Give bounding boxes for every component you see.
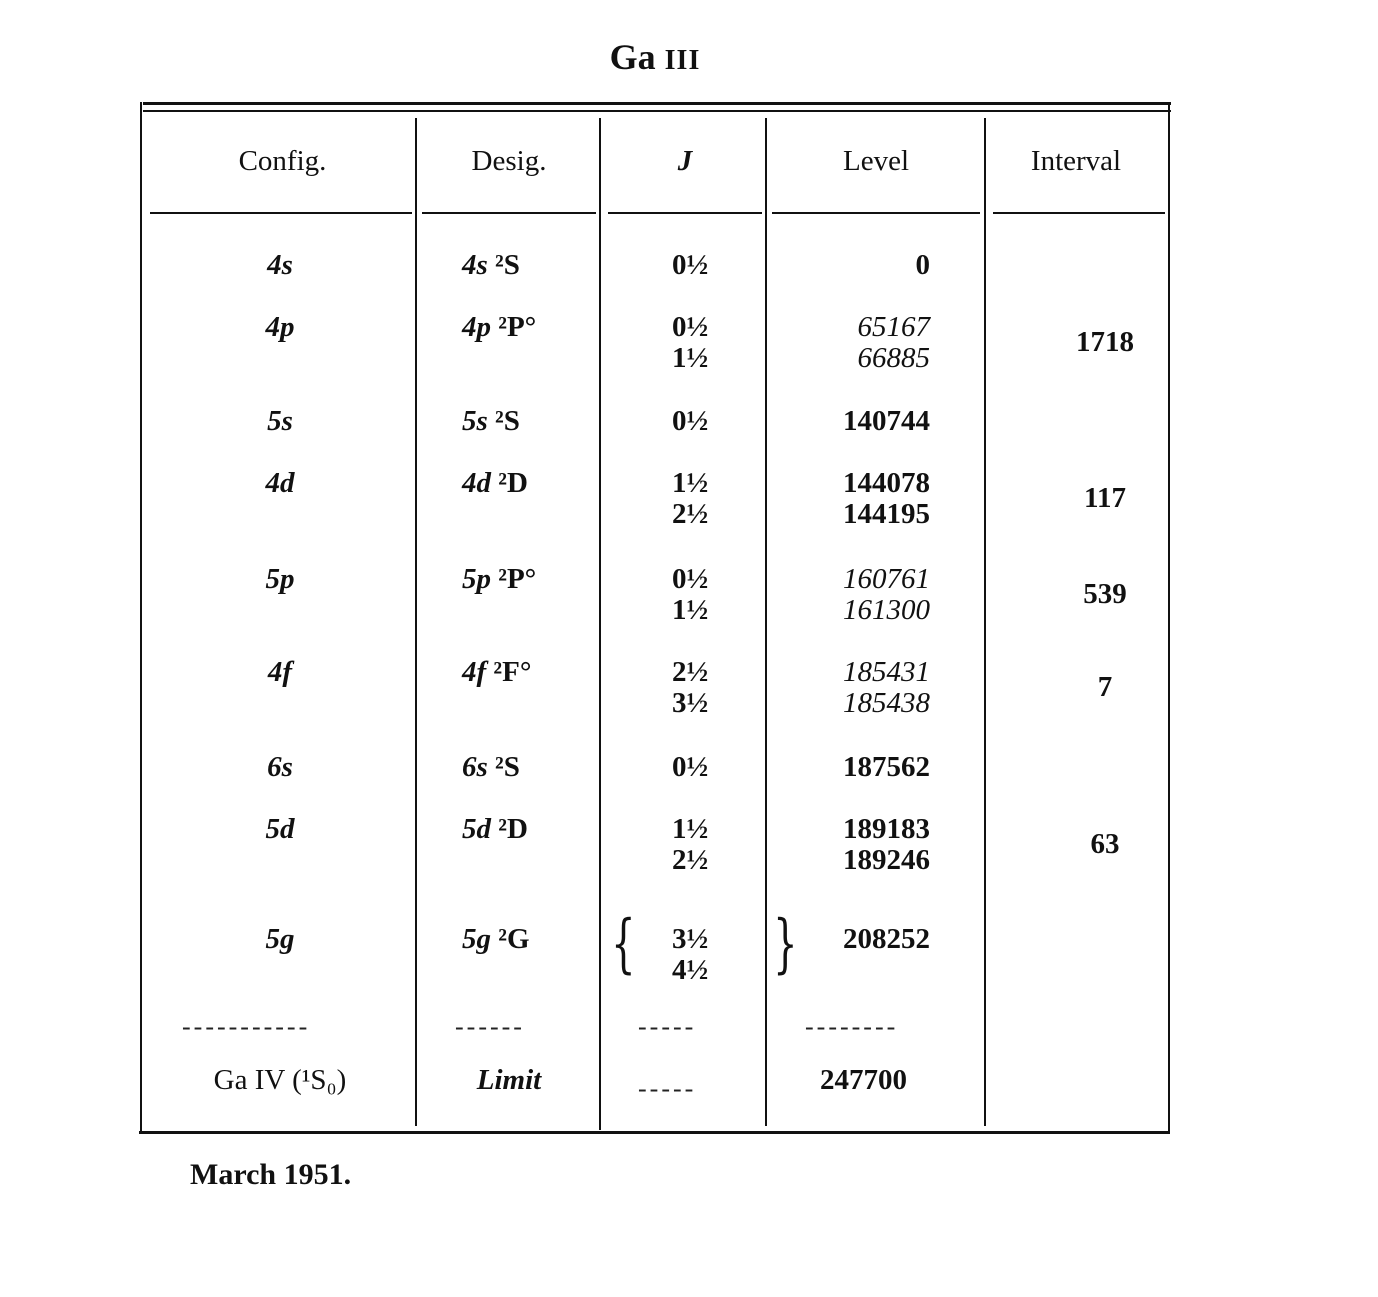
left-border (140, 102, 142, 1134)
designation-cell (462, 468, 528, 499)
header-config: Config. (238, 145, 327, 177)
top-rule-outer (143, 102, 1171, 105)
designation-cell (462, 657, 531, 688)
designation-term: ²D (498, 813, 528, 845)
header-interval: Interval (1030, 145, 1122, 177)
header-rule-3 (608, 212, 762, 214)
limit-j: ----- (638, 1074, 697, 1103)
designation-config: 4p (462, 311, 491, 343)
config-cell: 5g (265, 923, 295, 955)
level-value: 65167 (857, 311, 930, 343)
j-value: 1½ (672, 813, 709, 845)
col-divider-4 (984, 118, 986, 1126)
j-value: 1½ (672, 342, 709, 374)
designation-cell (462, 924, 530, 955)
designation-term: ²F° (493, 656, 532, 688)
j-value: 2½ (672, 844, 709, 876)
separator-j: ----- (638, 1012, 697, 1041)
j-value: 1½ (672, 467, 709, 499)
designation-cell (462, 752, 520, 783)
designation-cell (462, 564, 536, 595)
designation-config: 4d (462, 467, 491, 499)
config-cell: 4d (265, 467, 295, 499)
level-value: 144195 (843, 498, 930, 530)
interval-value: 1718 (1076, 326, 1134, 358)
level-value: 189246 (843, 844, 930, 876)
level-value: 160761 (843, 563, 930, 595)
limit-config: Ga IV (¹S₀) (213, 1064, 347, 1096)
designation-config: 5s (462, 405, 488, 437)
separator-desig: ------ (455, 1012, 525, 1041)
designation-term: ²S (495, 751, 520, 783)
j-value: 2½ (672, 656, 709, 688)
config-cell: 5d (265, 813, 295, 845)
bottom-rule (139, 1131, 1169, 1134)
limit-level: 247700 (820, 1064, 907, 1096)
designation-cell (462, 312, 536, 343)
designation-cell (462, 814, 528, 845)
title-ion: III (664, 45, 701, 76)
level-value: 144078 (843, 467, 930, 499)
header-rule-4 (772, 212, 980, 214)
level-value: 208252 (843, 923, 930, 955)
header-rule-5 (993, 212, 1165, 214)
level-value: 161300 (843, 594, 930, 626)
designation-term: ²D (498, 467, 528, 499)
designation-term: ²P° (498, 311, 537, 343)
designation-config: 4f (462, 656, 487, 688)
j-value: 0½ (672, 751, 709, 783)
right-border (1168, 102, 1170, 1134)
level-value: 0 (915, 249, 930, 281)
designation-config: 5d (462, 813, 491, 845)
designation-config: 5g (462, 923, 491, 955)
designation-config: 5p (462, 563, 491, 595)
j-value: 0½ (672, 405, 709, 437)
j-value: 2½ (672, 498, 709, 530)
right-brace: } (773, 907, 798, 981)
level-value: 185431 (843, 656, 930, 688)
level-value: 189183 (843, 813, 930, 845)
header-level: Level (842, 145, 909, 177)
config-cell: 4s (267, 249, 293, 281)
j-value: 4½ (672, 954, 709, 986)
config-cell: 5s (267, 405, 293, 437)
level-value: 66885 (857, 342, 930, 374)
col-divider-3 (765, 118, 767, 1126)
designation-cell (462, 406, 520, 437)
designation-term: ²P° (498, 563, 537, 595)
top-rule-inner (143, 110, 1171, 112)
designation-cell (462, 250, 520, 281)
interval-value: 117 (1084, 482, 1126, 514)
date-footnote: March 1951. (190, 1158, 352, 1191)
interval-value: 63 (1090, 828, 1120, 860)
header-j: J (677, 145, 693, 177)
j-value: 1½ (672, 594, 709, 626)
j-value: 0½ (672, 563, 709, 595)
col-divider-2 (599, 118, 601, 1130)
interval-value: 7 (1097, 671, 1113, 703)
page-title (0, 36, 1310, 78)
config-cell: 5p (265, 563, 295, 595)
j-value: 0½ (672, 311, 709, 343)
designation-term: ²S (495, 249, 520, 281)
separator-config: ----------- (182, 1012, 311, 1041)
designation-config: 4s (462, 249, 488, 281)
level-value: 187562 (843, 751, 930, 783)
header-desig: Desig. (471, 145, 547, 177)
separator-level: -------- (805, 1012, 899, 1041)
level-value: 140744 (843, 405, 930, 437)
designation-term: ²G (498, 923, 530, 955)
j-value: 3½ (672, 923, 709, 955)
j-value: 0½ (672, 249, 709, 281)
j-value: 3½ (672, 687, 709, 719)
header-rule-2 (422, 212, 596, 214)
col-divider-1 (415, 118, 417, 1126)
config-cell: 6s (267, 751, 293, 783)
interval-value: 539 (1083, 578, 1127, 610)
config-cell: 4p (265, 311, 295, 343)
limit-desig: Limit (476, 1064, 542, 1096)
designation-term: ²S (495, 405, 520, 437)
config-cell: 4f (267, 656, 293, 688)
left-brace: { (611, 907, 636, 981)
level-value: 185438 (843, 687, 930, 719)
designation-config: 6s (462, 751, 488, 783)
header-rule-1 (150, 212, 412, 214)
title-element: Ga (609, 37, 656, 77)
